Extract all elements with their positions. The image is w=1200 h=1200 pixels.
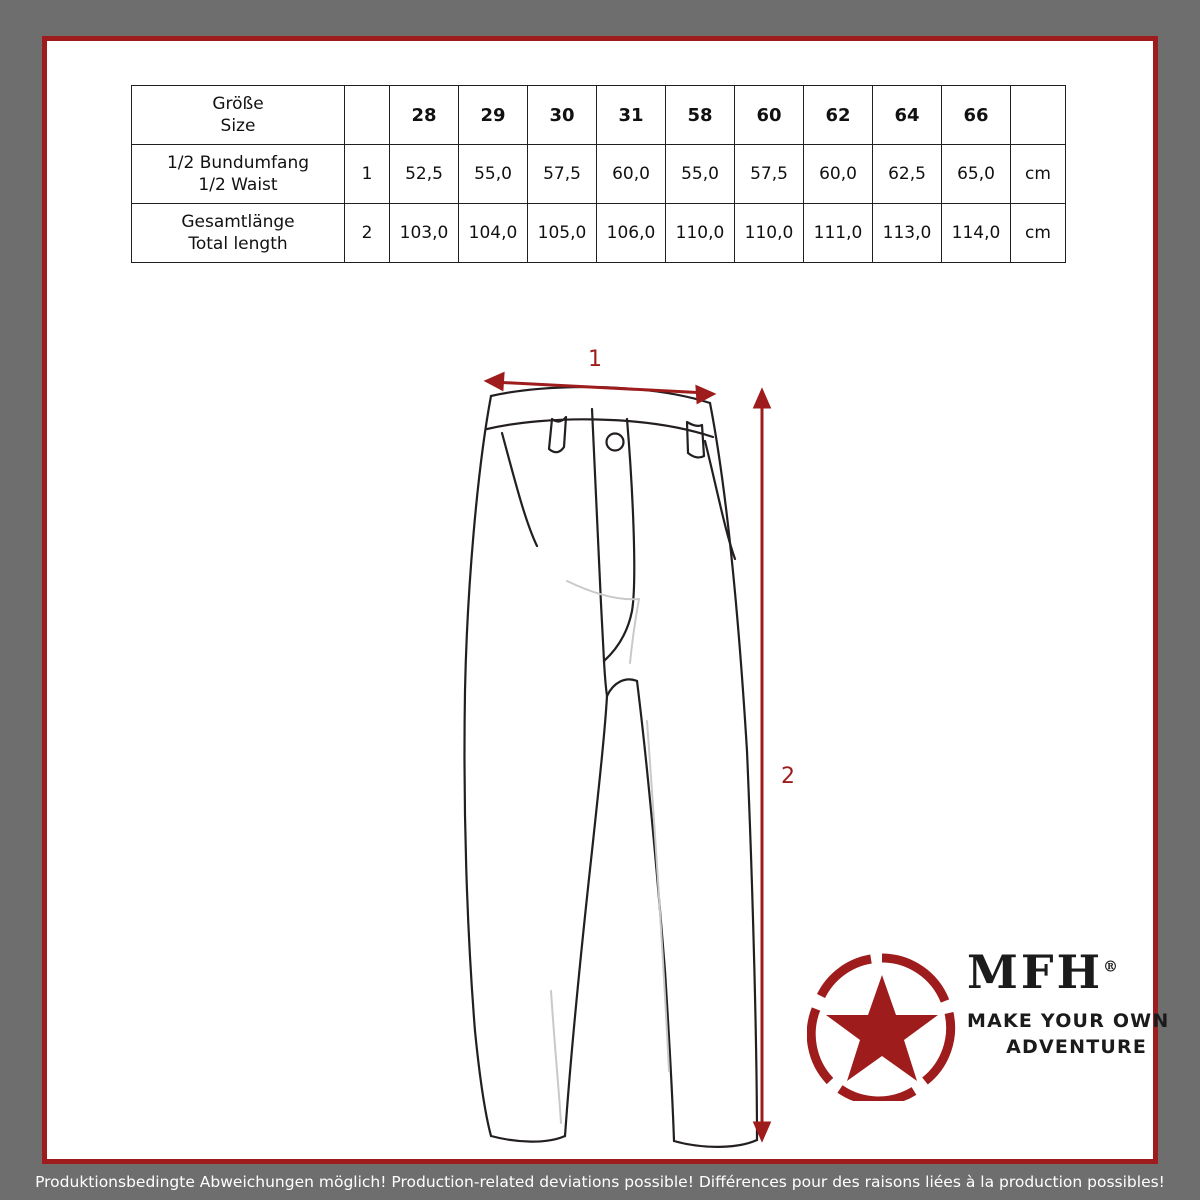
registered-mark: ® [1103, 957, 1119, 976]
cell-size-64: 64 [873, 86, 942, 145]
measure-label-2: 2 [781, 764, 795, 789]
cell-size-60: 60 [735, 86, 804, 145]
cell-length-62: 111,0 [804, 204, 873, 263]
footer-text: Produktionsbedingte Abweichungen möglich! Production-related deviations possible! Différences pour des raisons liées à la production possibles! [35, 1173, 1165, 1191]
cell-length-31: 106,0 [597, 204, 666, 263]
cell-unit-waist: cm [1011, 145, 1066, 204]
cell-size-62: 62 [804, 86, 873, 145]
label-en: 1/2 Waist [198, 175, 278, 195]
table-row [132, 145, 1066, 204]
label-en: Total length [188, 234, 288, 254]
cell-waist-31: 60,0 [597, 145, 666, 204]
cell-waist-66: 65,0 [942, 145, 1011, 204]
cell-waist-30: 57,5 [528, 145, 597, 204]
cell-size-29: 29 [459, 86, 528, 145]
brand-tagline [967, 1009, 1170, 1060]
brand-name [967, 945, 1147, 999]
cell-length-64: 113,0 [873, 204, 942, 263]
cell-length-28: 103,0 [390, 204, 459, 263]
row-number: 1 [345, 145, 390, 204]
tagline-line-2: ADVENTURE [1006, 1035, 1147, 1058]
footer-disclaimer [0, 1164, 1200, 1200]
cell-length-60: 110,0 [735, 204, 804, 263]
cell-waist-29: 55,0 [459, 145, 528, 204]
row-label-waist [132, 145, 345, 204]
cell-size-58: 58 [666, 86, 735, 145]
cell-waist-28: 52,5 [390, 145, 459, 204]
brand-logo [807, 941, 1170, 1121]
cell-length-58: 110,0 [666, 204, 735, 263]
row-label-total-length [132, 204, 345, 263]
cell-waist-60: 57,5 [735, 145, 804, 204]
content-card [42, 36, 1170, 1164]
label-de: Gesamtlänge [181, 211, 295, 232]
brand-text [967, 945, 1170, 1060]
cell-waist-62: 60,0 [804, 145, 873, 204]
cell-length-66: 114,0 [942, 204, 1011, 263]
cell-size-31: 31 [597, 86, 666, 145]
cell-unit-size [1011, 86, 1066, 145]
table-row [132, 204, 1066, 263]
cell-size-66: 66 [942, 86, 1011, 145]
cell-waist-64: 62,5 [873, 145, 942, 204]
star-icon [807, 951, 957, 1101]
cell-size-30: 30 [528, 86, 597, 145]
label-en: Size [220, 116, 256, 136]
cell-size-28: 28 [390, 86, 459, 145]
size-table [131, 85, 1066, 263]
label-de: 1/2 Bundumfang [166, 152, 310, 173]
tagline-line-1: MAKE YOUR OWN [967, 1010, 1170, 1032]
size-table-container [131, 85, 1066, 263]
row-number [345, 86, 390, 145]
brand-label: MFH [967, 945, 1104, 999]
cell-waist-58: 55,0 [666, 145, 735, 204]
cell-unit-length: cm [1011, 204, 1066, 263]
cell-length-29: 104,0 [459, 204, 528, 263]
label-de: Größe [212, 93, 264, 114]
row-label-size [132, 86, 345, 145]
cell-length-30: 105,0 [528, 204, 597, 263]
measure-label-1: 1 [588, 347, 602, 372]
row-number: 2 [345, 204, 390, 263]
table-row [132, 86, 1066, 145]
